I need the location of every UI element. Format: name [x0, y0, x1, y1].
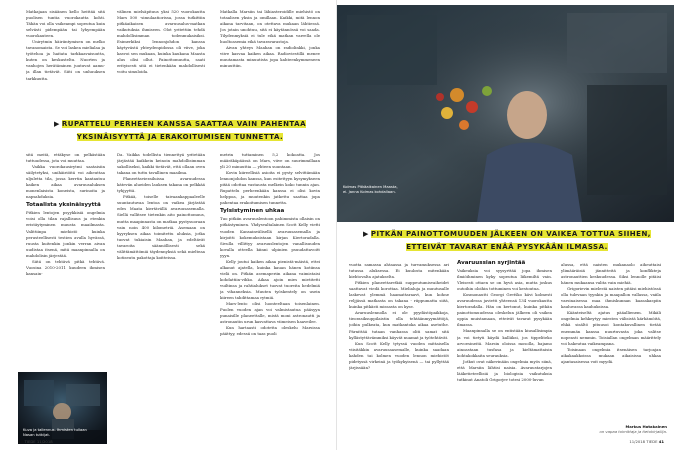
- left-top-column-3: Matkalla Marsiin tai lähiasteroidille miehistö on totaalisen yksin ja omillaan. Kaikki, mitä lennon aikana tarvitaan, on otettava mukaan lähtiessä. Jos jotain unohtuu, sitä ei käytännössä voi saada. Tilydenmyksiä ei tule eikä matkan varrella ole huoltoasemia eikä tavaravarastoja. Aivan yhteys Maahan on radiolinkki, jonka viive kasvaa kaiken aikaa. Radioviestillä menee muutamasta minuutista jopa kahteenkymmeneen minuuttiin.: [220, 9, 320, 69]
- right-photo-caption: Kolmas Pitkäaikainen Maasta, ei. Janna Kolmas kohdallaan.: [343, 185, 398, 194]
- quote-arrow-icon: ▶: [54, 120, 60, 128]
- left-footer: [18, 439, 53, 444]
- right-photo-astronaut: [337, 5, 674, 222]
- page-number-right: 41: [658, 439, 664, 444]
- author-signature: [577, 424, 667, 434]
- right-footer: [629, 439, 664, 444]
- subheading-totaalista: Totaalista yksinäisyyttä: [26, 202, 101, 209]
- right-pull-quote: ▶ PITKÄN PAINOTTOMUUDEN JÄLKEEN ON VAIKEA TOTTUA SIIHEN, ETTEIVÄT TAVARAT ENÄÄ PYSYKÄÄN ILMASSA.: [363, 230, 651, 251]
- author-name: Markus Hotakainen: [625, 424, 667, 429]
- left-photo-caption: Kuva ja tallennus. Ihmisten tullaan Nasan tutkijat.: [23, 428, 87, 437]
- magazine-issue-left: TIEDE 11/2018: [24, 439, 53, 444]
- left-top-column-2: välinen mielsäpituus yksi 520 vuorokautta Mars 500 -simulaatiorissa, jossa tutkittiin pitkäaikaisen avaruusalus-matkan vaikutuksia ihmiseen. Olot yritettiin tehdä mahdollisimman todenmukaisiksi. Esimerkiksi lennonjohdon kanssa käytyvästä yhteydenpidossa oli viive, joka kasvoi sen mukaan, kuinka kaukana Maasta alus olisi ollut. Painottomuutta, saati erityisesti sitä ei tietenkään mahdollisesti voitu simuloida.: [117, 9, 205, 75]
- left-pull-quote: ▶ RUPATTELU PERHEEN KANSSA SAATTAA VAIN PAHENTAA YKSINÄISYYTTÄ JA ERAKOITUMISEN TUNNETTA.: [54, 120, 306, 141]
- left-bottom-column-1: sitä meitä, ettäkyse on pelkästään tuttuudessa, jota voi muuttaa. Vaikka vuorokausirytmi saataisiin säilytetyksi, unihäiriöitä voi aiheuttaa uljuletta tila, jossa kerrtin kantautuu kaiken aikaa avaruusaluksen monenlaisista koneista, surinoita ja napsahduksia. Totaalista yksinäisyyttä Pitkien lentojen psyykkisiä ongelmia voisi olla tilan rajallisuus ja etenkin eristäytyminen muusta maailmasta. Valittiinpa miehistö kuinka perusteellisesti testien avulla hyvässä, ruusta kuitenkin jonkin verran aivan uudistaa itsenä, mitä maanpinnalla on mahdolisin järjestää. Siitä on tehtävä pitkä tehtävä. Vuosina 2010-2011 kuudeen ihmisen kansain-: [26, 152, 105, 276]
- page-number-left: 40: [18, 439, 24, 444]
- right-column-3: alussa, että naisten mukanaolo aiheuttaisi ylimääräisiä jännitteitä ja konflikteja astronauttien keskuudessa. Siksi lennolle pitäisi hänen mukaansa valita vain miehiä. Grigorievin mielestä naisten pitäisi miehistössä olla tulevaan tyynkin ja maapallon vallassa, vaiila varsinaisessa maa ihmiskunnan kaasakaspiin kauluvassa kauhuksissa. Käänteiseltä ajatus pääallienem. Mikäli ongelmia kehkeytyy miesten välisistä kärhämöitä, ehkä sisältö pituusoi kontakuvallinen tietää enemmän kanssa nuurtuvasta joka valitse nopeasti nemmin. Toisiallan ongelman määrittely voi hakeutua vaikeampana. Toisinaan ongelmia itsenäisen tarjoajan aikakaakkoissa mukaan aikaisissa uhkaa ajantasaisessa voit myydä.: [561, 262, 661, 364]
- subheading-avaruussian: Avaruussian syrjintää: [457, 260, 526, 266]
- right-column-1: vuotta samassa ahtaassa ja turvamuksessa ari tutussa aluksessa. Ei kuulosta mitenkään kiehtovalta ajatukselta. Pitkien planeettaretkiä suppeutumisvaiheidet saattavat viedä korottaa. Mielialuja ja muutusalle laskevat ylemmä haamattaraavt, kun kohne reljjässä matkasta on takana - riippumatta siitä, kuinka pitkästi missasta on kyse. Avaruuslennolla ei ole pyydästöpaikkoja, tieorasiksuppilaistin olla tehtäänmyymättöjä, joihin pulkeata, kun matkantoka aikaa asetuthe. Pärnittää tutaan vanhassa oliti samat sitä kyllästyttävämmiksi käyvät nuamat ja työtehtävät. Kun Scott Kelly tytyssä vuoden mittaisella viisitäkkin avaruusaasemalle, kuinka saadaan kahden tai kolmen vuoden lennon miehistöt pidetyssä virkeinä ja työkykyisenä — tai pyllyttää järjissään?: [349, 262, 449, 370]
- left-top-column-1: Matkajaan sisäänen kello heittää sitä puolisen tuntia vuorokautta kohti. Tähän voi olla vaikeampi sopeutua kuin selvästi pidempään tai lyhyempään vuorokauteen. Unirytmin häiriintymisen on melko tavanomaista. Se voi laskea mielialaa ja työtehoa ja haitata tarkkaavaisuutta, kuten on keskusteltu. Nuorten ja vanhojen herätäminen juutuvat aamu- ja illan tietävät. Siiti on unhuuksen tarkkuutta.: [26, 9, 105, 81]
- left-photo-dark-capsule: [18, 372, 107, 444]
- left-bottom-column-3: metrin tuttaminen 5,2 kokoatta. Jos määräkäpäässä on Mars, viive on suurimmillaan yli 20 minuuttia — yhteen suuntaan. Kovin kiireellisiä asioita ei pysty selvittämään lennonjohdon kanssa, kun esitettyyn kysymykseen pitää odottaa vastausta melkein koko tunnin ajan. Rupattelu perheenkään kanssa ei olisi kovin helppoa, ja muutenkin jatkettu saattaa jopa pahentaa erakoitumisen tunnetta. Tylsistyminen uhkaa Tuo pitkiin avaruuslentoon pahimmista ollaisin on pitkästyminen. Yhdysvaltalainen Scott Kelly vietti vuoden Kansainvälisellä avaruusasemalla ja kirjoitti kokemuksistaan kirjan Kiertoradalla. Sivulla villittyy avaruuslentojen vanallisuuden kovalla otteella kiinni ulpinien psuudattavoitt yyyn. Kelly joutui kaiken aikaa pienistä-mäistä, ettei alkanut ajatella, kuinka kauan hänen kotiinsa vielä on. Pitkän asemaperiin aikana vaimistaisi kohdattiin-vihko. Aikaa ajoin mies mietitetti vuiltinsa ja rahtialukset tuovat tuoreita hedelmiä ja vihanneksia. Muuten työskentely on usein kiireen tahdittamaa rytmiä. Mars-lento olisi luonteeltaan toisenlainen. Puolen vuoden ajan voi valmistautua pääsyyn punaisille planeettalle, mistä moni astronautti ja astronautin urun kasvattava viimeisen haaveilee. Kun hartaasti odotetta oleskelu Marsissa päättyy, edessä on taas puoli: [220, 152, 320, 337]
- subheading-tylsistyminen: Tylsistyminen uhkaa: [220, 208, 285, 215]
- magazine-issue-right: 11/2018 TIEDE: [629, 439, 658, 444]
- quote-arrow-icon-right: ▶: [363, 230, 369, 238]
- right-page: [337, 0, 674, 450]
- right-column-2: Avaruussian syrjintää Vaikeuksia voi syysyrttää jopa ihmisen ilmiöihminen kyky sopeutua liikemiltä vain. Yleisesti ottaen se on hyvä asia, mutta joskus outoihin oloihin tottuminen voi kestoutua. Kosmonautti Georgi Gretško kävi kolmesti avaruudessa javietti yhteensä 134 vuorokautta kiertoradalla. Hän on kertonut, kuinka pitkän painottomuudessa oleskelun jälkeen oli vaikea oppia muistamaan, etteivät tavarat pysykään ilmassa. Maanpinnalla se on entistään kiusallisimpia ja voi tietyti käydä kalliiksi, jos tippeliteko arvoesineitä. Marsin oloissa mosolla, bajamo ainoastaan tusfasa ja kieltämattaisin kohtakokkaita seurauksia. Jotkut ovat näkevinään ongelmia myös siinä, että Marsiin lähtisi naisia. Avaruustarjojen lääketieteellisiä ja biologisia vaikutuksia tutkinut Anatoli Grigorjev totesi 2000-luvun: [457, 260, 552, 382]
- author-description: on vapaa toimittaja ja tietokirjailija.: [599, 429, 667, 434]
- left-bottom-column-2: Da. Vaikka todellista tiennettyä yritetään järjästää kaikkein keinoin mahdollisimman sakolliseksi, kaikki tietävät, että ollaan oven takana on tuttu tavallinen maailma. Planeettavierailuissa avaruudessa kätevän alueiden lauksen takana on pelkkää tyhjyyttä. Pitkää, toiselle taivaankappaaleelle suuntautuvaa lentoa on vaikea järjästää edes Maata kiertävällä avaruusasemalla. Siellä vallitsee tietenkin aito painottomuus, mutta maapinnasta on matkaa pystysuoraan vain noin 400 kilometriä. Asemaan on kyyryksen aikaa toimitettu aluksia, jotka tuovat tukiaisin Maahan, ja edeltävät tavaroita säännöllisesti sekä välittämättömiä täydennyksiä sekä mielteaa kotiseutu pakottaja koitteissa.: [117, 152, 205, 260]
